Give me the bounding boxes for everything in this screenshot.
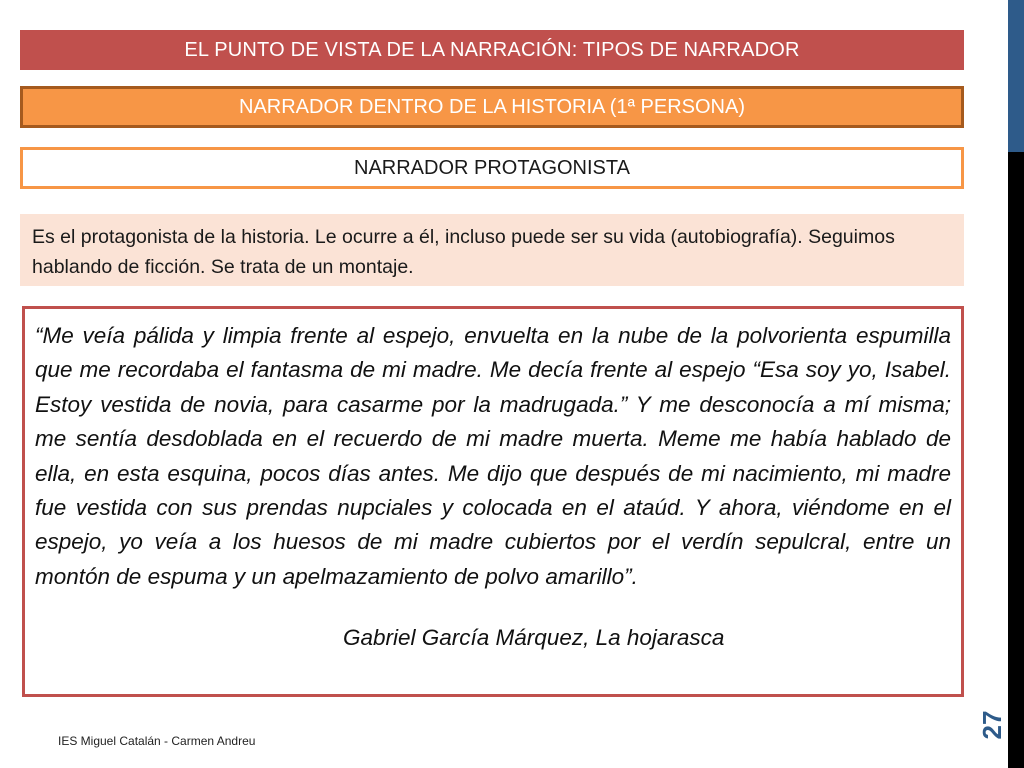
narrator-type-heading: NARRADOR PROTAGONISTA xyxy=(20,147,964,189)
slide-title: EL PUNTO DE VISTA DE LA NARRACIÓN: TIPOS DE NARRADOR xyxy=(20,30,964,70)
quote-text: “Me veía pálida y limpia frente al espejo, envuelta en la nube de la polvorienta espumilla que me recordaba el fantasma de mi madre. Me decía frente al espejo “Esa soy yo, Isabel. Estoy vestida de novia, para casarme por la madrugada.” Y me desconocía a mí misma; me sentía desdoblada en el recuerdo de mi madre muerta. Meme me había hablado de ella, en esta esquina, pocos días antes. Me dijo que después de mi nacimiento, mi madre fue vestida con sus prendas nupciales y colocada en el ataúd. Y ahora, viéndome en el espejo, yo veía a los huesos de mi madre cubiertos por el verdín sepulcral, entre un montón de espuma y un apelmazamiento de polvo amarillo”. xyxy=(35,323,951,589)
slide-subtitle: NARRADOR DENTRO DE LA HISTORIA (1ª PERSONA) xyxy=(20,86,964,128)
narrator-description: Es el protagonista de la historia. Le ocurre a él, incluso puede ser su vida (autobiografía). Seguimos hablando de ficción. Se trata de un montaje. xyxy=(20,214,964,286)
page-number: 27 xyxy=(976,710,1007,740)
quote-author: Gabriel García Márquez, La hojarasca xyxy=(343,625,725,651)
right-accent-bar-bottom xyxy=(1008,152,1024,768)
footer-credit: IES Miguel Catalán - Carmen Andreu xyxy=(58,734,256,748)
quote-box xyxy=(22,306,964,697)
right-accent-bar-top xyxy=(1008,0,1024,152)
